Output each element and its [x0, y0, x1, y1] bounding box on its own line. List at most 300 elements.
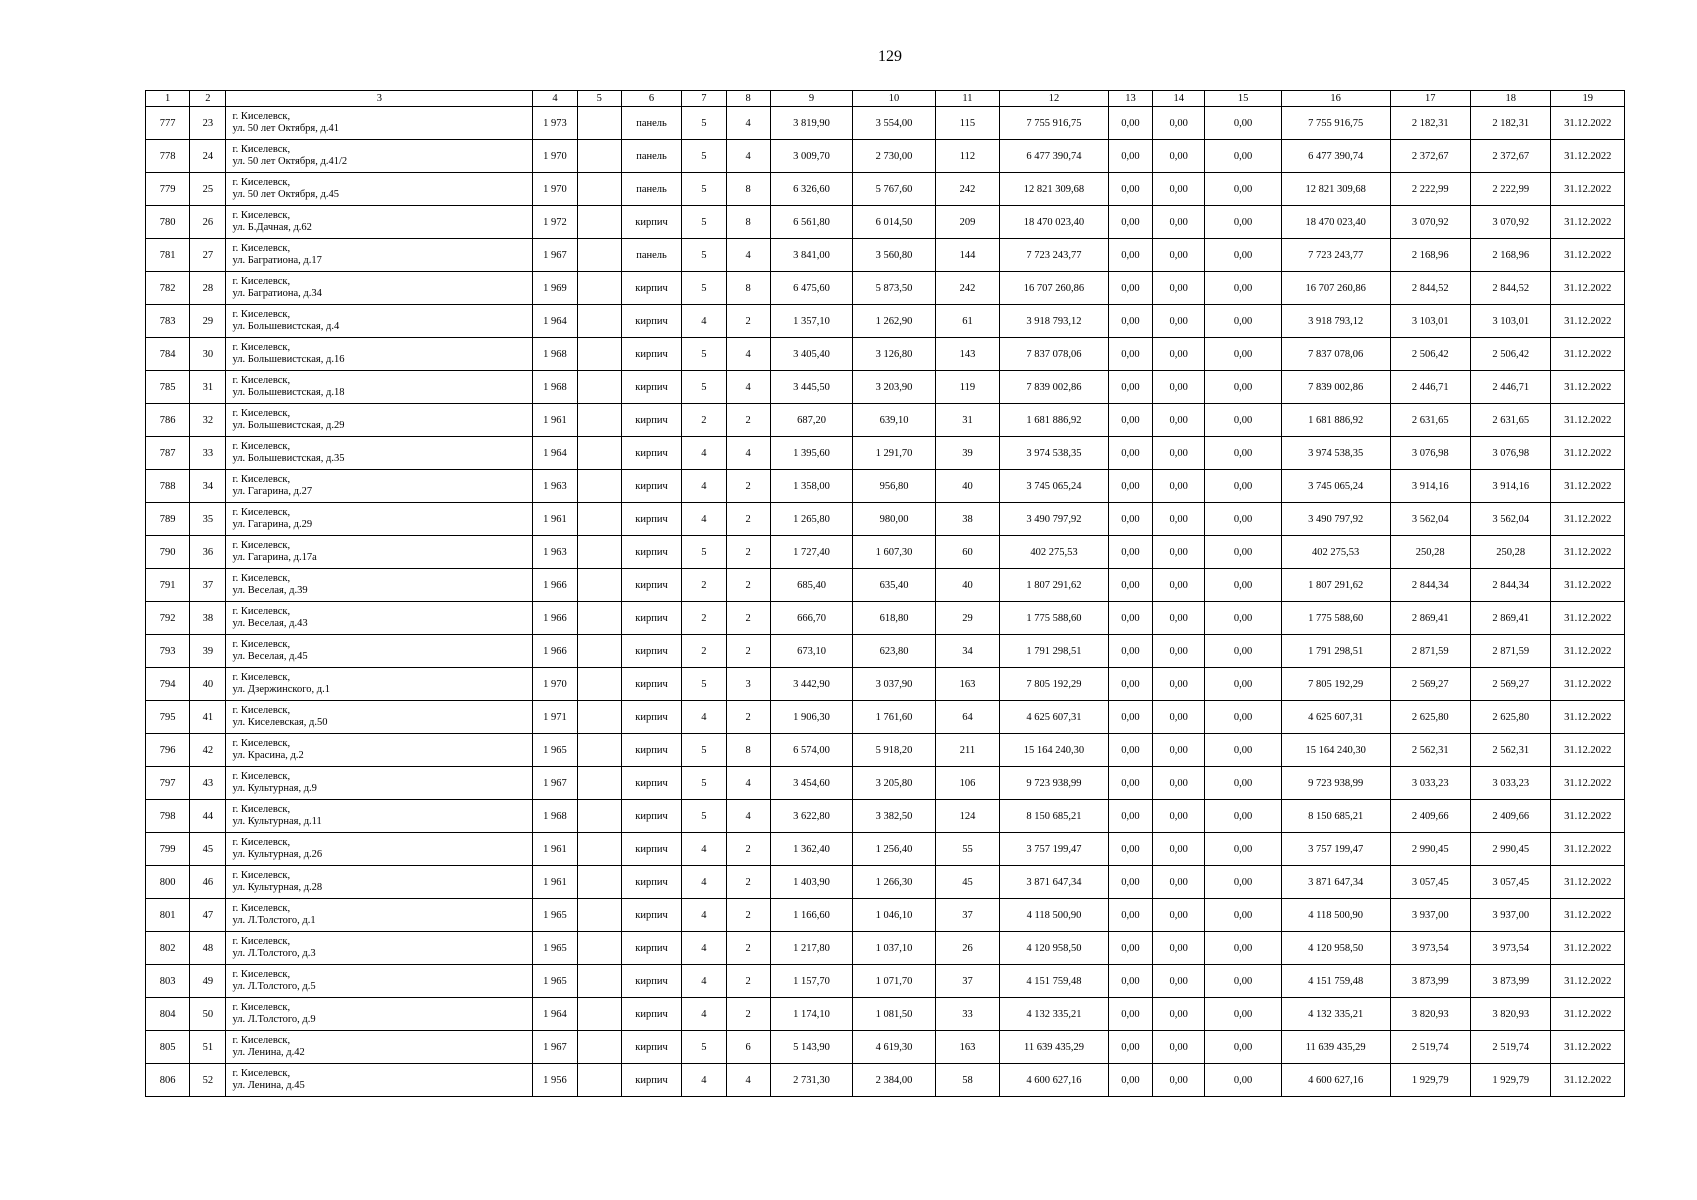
floors: 5: [682, 734, 726, 767]
table-row: [146, 998, 1625, 1031]
residents: 124: [935, 800, 999, 833]
table-row: [146, 734, 1625, 767]
entrances: 2: [726, 404, 770, 437]
col-5: [577, 107, 621, 140]
col-14: 0,00: [1153, 635, 1205, 668]
sub-number: 31: [190, 371, 226, 404]
cost-per-sqm: 2 625,80: [1390, 701, 1470, 734]
address-city: г. Киселевск,: [232, 903, 291, 914]
col-14: 0,00: [1153, 833, 1205, 866]
address-cell: [226, 305, 533, 338]
col-15: 0,00: [1205, 107, 1281, 140]
fund-amount: 3 490 797,92: [1281, 503, 1390, 536]
address-cell: [226, 503, 533, 536]
total-cost: 15 164 240,30: [1000, 734, 1109, 767]
col-13: 0,00: [1108, 206, 1152, 239]
row-number: 803: [146, 965, 190, 998]
entrances: 4: [726, 800, 770, 833]
total-area: 1 727,40: [770, 536, 853, 569]
col-13: 0,00: [1108, 1031, 1152, 1064]
cost-per-sqm: 2 869,41: [1390, 602, 1470, 635]
limit-per-sqm: 2 446,71: [1470, 371, 1550, 404]
wall-material: кирпич: [621, 701, 681, 734]
floors: 5: [682, 206, 726, 239]
total-cost: 11 639 435,29: [1000, 1031, 1109, 1064]
address-city: г. Киселевск,: [232, 540, 291, 551]
col-14: 0,00: [1153, 305, 1205, 338]
cost-per-sqm: 250,28: [1390, 536, 1470, 569]
address-street: ул. Л.Толстого, д.5: [232, 981, 316, 992]
row-number: 784: [146, 338, 190, 371]
address-city: г. Киселевск,: [232, 639, 291, 650]
floors: 4: [682, 305, 726, 338]
total-area: 6 561,80: [770, 206, 853, 239]
entrances: 8: [726, 173, 770, 206]
living-area: 4 619,30: [853, 1031, 936, 1064]
address-city: г. Киселевск,: [232, 1068, 291, 1079]
living-area: 980,00: [853, 503, 936, 536]
row-number: 777: [146, 107, 190, 140]
completion-date: 31.12.2022: [1551, 404, 1625, 437]
table-row: [146, 899, 1625, 932]
cost-per-sqm: 2 506,42: [1390, 338, 1470, 371]
page-number: 129: [878, 48, 902, 65]
fund-amount: 7 723 243,77: [1281, 239, 1390, 272]
address-street: ул. Багратиона, д.34: [232, 288, 322, 299]
entrances: 4: [726, 338, 770, 371]
table-row: [146, 602, 1625, 635]
column-header-11: 11: [935, 91, 999, 107]
residents: 38: [935, 503, 999, 536]
year-built: 1 964: [533, 437, 577, 470]
residents: 39: [935, 437, 999, 470]
address-city: г. Киселевск,: [232, 375, 291, 386]
total-cost: 3 490 797,92: [1000, 503, 1109, 536]
col-14: 0,00: [1153, 569, 1205, 602]
col-15: 0,00: [1205, 767, 1281, 800]
entrances: 2: [726, 503, 770, 536]
cost-per-sqm: 2 844,52: [1390, 272, 1470, 305]
sub-number: 39: [190, 635, 226, 668]
cost-per-sqm: 3 076,98: [1390, 437, 1470, 470]
col-15: 0,00: [1205, 701, 1281, 734]
column-header-6: 6: [621, 91, 681, 107]
fund-amount: 16 707 260,86: [1281, 272, 1390, 305]
sub-number: 52: [190, 1064, 226, 1097]
column-header-14: 14: [1153, 91, 1205, 107]
fund-amount: 3 745 065,24: [1281, 470, 1390, 503]
total-cost: 4 132 335,21: [1000, 998, 1109, 1031]
table-row: [146, 965, 1625, 998]
col-14: 0,00: [1153, 239, 1205, 272]
fund-amount: 3 757 199,47: [1281, 833, 1390, 866]
year-built: 1 968: [533, 338, 577, 371]
address-street: ул. Л.Толстого, д.9: [232, 1014, 316, 1025]
column-header-16: 16: [1281, 91, 1390, 107]
residents: 242: [935, 272, 999, 305]
table-row: [146, 470, 1625, 503]
total-cost: 3 757 199,47: [1000, 833, 1109, 866]
wall-material: кирпич: [621, 1031, 681, 1064]
cost-per-sqm: 3 070,92: [1390, 206, 1470, 239]
limit-per-sqm: 3 103,01: [1470, 305, 1550, 338]
total-area: 1 174,10: [770, 998, 853, 1031]
completion-date: 31.12.2022: [1551, 668, 1625, 701]
completion-date: 31.12.2022: [1551, 833, 1625, 866]
wall-material: кирпич: [621, 536, 681, 569]
living-area: 5 767,60: [853, 173, 936, 206]
cost-per-sqm: 2 569,27: [1390, 668, 1470, 701]
address-street: ул. 50 лет Октября, д.41/2: [232, 156, 348, 167]
column-header-1: 1: [146, 91, 190, 107]
col-14: 0,00: [1153, 503, 1205, 536]
col-5: [577, 371, 621, 404]
table-row: [146, 437, 1625, 470]
cost-per-sqm: 2 446,71: [1390, 371, 1470, 404]
address-city: г. Киселевск,: [232, 969, 291, 980]
address-city: г. Киселевск,: [232, 804, 291, 815]
limit-per-sqm: 3 973,54: [1470, 932, 1550, 965]
cost-per-sqm: 3 937,00: [1390, 899, 1470, 932]
col-13: 0,00: [1108, 371, 1152, 404]
living-area: 1 037,10: [853, 932, 936, 965]
col-13: 0,00: [1108, 173, 1152, 206]
sub-number: 34: [190, 470, 226, 503]
living-area: 956,80: [853, 470, 936, 503]
address-street: ул. Б.Дачная, д.62: [232, 222, 312, 233]
entrances: 2: [726, 965, 770, 998]
entrances: 2: [726, 998, 770, 1031]
col-13: 0,00: [1108, 701, 1152, 734]
sub-number: 33: [190, 437, 226, 470]
sub-number: 44: [190, 800, 226, 833]
col-13: 0,00: [1108, 800, 1152, 833]
wall-material: кирпич: [621, 998, 681, 1031]
col-13: 0,00: [1108, 569, 1152, 602]
address-city: г. Киселевск,: [232, 441, 291, 452]
year-built: 1 970: [533, 140, 577, 173]
col-5: [577, 206, 621, 239]
year-built: 1 963: [533, 470, 577, 503]
fund-amount: 1 775 588,60: [1281, 602, 1390, 635]
col-13: 0,00: [1108, 833, 1152, 866]
completion-date: 31.12.2022: [1551, 338, 1625, 371]
total-cost: 4 151 759,48: [1000, 965, 1109, 998]
fund-amount: 1 791 298,51: [1281, 635, 1390, 668]
column-header-10: 10: [853, 91, 936, 107]
col-14: 0,00: [1153, 404, 1205, 437]
address-street: ул. Большевистская, д.29: [232, 420, 345, 431]
year-built: 1 966: [533, 635, 577, 668]
entrances: 4: [726, 767, 770, 800]
sub-number: 40: [190, 668, 226, 701]
row-number: 802: [146, 932, 190, 965]
total-area: 3 622,80: [770, 800, 853, 833]
completion-date: 31.12.2022: [1551, 140, 1625, 173]
entrances: 2: [726, 602, 770, 635]
address-street: ул. Большевистская, д.35: [232, 453, 345, 464]
floors: 4: [682, 503, 726, 536]
limit-per-sqm: 3 076,98: [1470, 437, 1550, 470]
completion-date: 31.12.2022: [1551, 272, 1625, 305]
residents: 40: [935, 470, 999, 503]
cost-per-sqm: 2 409,66: [1390, 800, 1470, 833]
completion-date: 31.12.2022: [1551, 1064, 1625, 1097]
sub-number: 47: [190, 899, 226, 932]
total-cost: 3 871 647,34: [1000, 866, 1109, 899]
address-cell: [226, 602, 533, 635]
year-built: 1 965: [533, 965, 577, 998]
total-area: 1 166,60: [770, 899, 853, 932]
year-built: 1 971: [533, 701, 577, 734]
fund-amount: 8 150 685,21: [1281, 800, 1390, 833]
col-5: [577, 173, 621, 206]
residents: 163: [935, 1031, 999, 1064]
residents: 55: [935, 833, 999, 866]
col-13: 0,00: [1108, 305, 1152, 338]
total-cost: 1 791 298,51: [1000, 635, 1109, 668]
floors: 5: [682, 767, 726, 800]
column-header-18: 18: [1470, 91, 1550, 107]
table-row: [146, 305, 1625, 338]
row-number: 805: [146, 1031, 190, 1064]
col-15: 0,00: [1205, 1064, 1281, 1097]
fund-amount: 11 639 435,29: [1281, 1031, 1390, 1064]
living-area: 635,40: [853, 569, 936, 602]
year-built: 1 961: [533, 833, 577, 866]
col-5: [577, 833, 621, 866]
table-row: [146, 239, 1625, 272]
floors: 4: [682, 701, 726, 734]
wall-material: кирпич: [621, 602, 681, 635]
fund-amount: 7 755 916,75: [1281, 107, 1390, 140]
table-row: [146, 272, 1625, 305]
limit-per-sqm: 2 182,31: [1470, 107, 1550, 140]
column-header-7: 7: [682, 91, 726, 107]
col-5: [577, 239, 621, 272]
entrances: 2: [726, 305, 770, 338]
sub-number: 49: [190, 965, 226, 998]
year-built: 1 963: [533, 536, 577, 569]
limit-per-sqm: 2 569,27: [1470, 668, 1550, 701]
year-built: 1 965: [533, 899, 577, 932]
address-street: ул. Культурная, д.28: [232, 882, 323, 893]
living-area: 1 071,70: [853, 965, 936, 998]
floors: 4: [682, 932, 726, 965]
limit-per-sqm: 2 625,80: [1470, 701, 1550, 734]
cost-per-sqm: 2 844,34: [1390, 569, 1470, 602]
row-number: 781: [146, 239, 190, 272]
limit-per-sqm: 3 937,00: [1470, 899, 1550, 932]
entrances: 8: [726, 734, 770, 767]
wall-material: кирпич: [621, 206, 681, 239]
total-area: 6 475,60: [770, 272, 853, 305]
table-row: [146, 206, 1625, 239]
living-area: 1 046,10: [853, 899, 936, 932]
floors: 2: [682, 602, 726, 635]
col-13: 0,00: [1108, 998, 1152, 1031]
row-number: 783: [146, 305, 190, 338]
floors: 5: [682, 371, 726, 404]
residents: 29: [935, 602, 999, 635]
col-5: [577, 1031, 621, 1064]
col-13: 0,00: [1108, 437, 1152, 470]
address-cell: [226, 932, 533, 965]
sub-number: 26: [190, 206, 226, 239]
year-built: 1 970: [533, 668, 577, 701]
completion-date: 31.12.2022: [1551, 932, 1625, 965]
address-cell: [226, 1031, 533, 1064]
total-cost: 12 821 309,68: [1000, 173, 1109, 206]
col-14: 0,00: [1153, 272, 1205, 305]
limit-per-sqm: 2 990,45: [1470, 833, 1550, 866]
fund-amount: 1 681 886,92: [1281, 404, 1390, 437]
wall-material: панель: [621, 239, 681, 272]
completion-date: 31.12.2022: [1551, 767, 1625, 800]
total-cost: 7 805 192,29: [1000, 668, 1109, 701]
col-14: 0,00: [1153, 701, 1205, 734]
total-area: 685,40: [770, 569, 853, 602]
residents: 37: [935, 899, 999, 932]
address-street: ул. Культурная, д.26: [232, 849, 323, 860]
col-15: 0,00: [1205, 635, 1281, 668]
col-14: 0,00: [1153, 1064, 1205, 1097]
wall-material: кирпич: [621, 338, 681, 371]
col-13: 0,00: [1108, 965, 1152, 998]
row-number: 794: [146, 668, 190, 701]
limit-per-sqm: 2 506,42: [1470, 338, 1550, 371]
wall-material: кирпич: [621, 932, 681, 965]
limit-per-sqm: 2 869,41: [1470, 602, 1550, 635]
total-cost: 4 120 958,50: [1000, 932, 1109, 965]
column-number-row: [146, 91, 1625, 107]
living-area: 1 761,60: [853, 701, 936, 734]
completion-date: 31.12.2022: [1551, 1031, 1625, 1064]
sub-number: 37: [190, 569, 226, 602]
living-area: 1 291,70: [853, 437, 936, 470]
sub-number: 29: [190, 305, 226, 338]
total-area: 6 574,00: [770, 734, 853, 767]
table-row: [146, 833, 1625, 866]
col-15: 0,00: [1205, 239, 1281, 272]
col-14: 0,00: [1153, 107, 1205, 140]
row-number: 790: [146, 536, 190, 569]
limit-per-sqm: 3 820,93: [1470, 998, 1550, 1031]
cost-per-sqm: 2 182,31: [1390, 107, 1470, 140]
total-cost: 3 974 538,35: [1000, 437, 1109, 470]
limit-per-sqm: 2 871,59: [1470, 635, 1550, 668]
col-13: 0,00: [1108, 470, 1152, 503]
row-number: 795: [146, 701, 190, 734]
residents: 143: [935, 338, 999, 371]
col-5: [577, 635, 621, 668]
completion-date: 31.12.2022: [1551, 635, 1625, 668]
residents: 60: [935, 536, 999, 569]
total-area: 1 403,90: [770, 866, 853, 899]
sub-number: 41: [190, 701, 226, 734]
fund-amount: 6 477 390,74: [1281, 140, 1390, 173]
address-city: г. Киселевск,: [232, 936, 291, 947]
address-cell: [226, 998, 533, 1031]
year-built: 1 967: [533, 767, 577, 800]
col-5: [577, 569, 621, 602]
fund-amount: 4 118 500,90: [1281, 899, 1390, 932]
limit-per-sqm: 3 562,04: [1470, 503, 1550, 536]
fund-amount: 7 837 078,06: [1281, 338, 1390, 371]
col-5: [577, 470, 621, 503]
year-built: 1 965: [533, 734, 577, 767]
col-15: 0,00: [1205, 173, 1281, 206]
total-area: 687,20: [770, 404, 853, 437]
row-number: 779: [146, 173, 190, 206]
address-cell: [226, 437, 533, 470]
completion-date: 31.12.2022: [1551, 470, 1625, 503]
address-cell: [226, 404, 533, 437]
year-built: 1 973: [533, 107, 577, 140]
cost-per-sqm: 3 873,99: [1390, 965, 1470, 998]
cost-per-sqm: 2 372,67: [1390, 140, 1470, 173]
completion-date: 31.12.2022: [1551, 173, 1625, 206]
sub-number: 46: [190, 866, 226, 899]
address-city: г. Киселевск,: [232, 342, 291, 353]
residents: 31: [935, 404, 999, 437]
column-header-15: 15: [1205, 91, 1281, 107]
col-5: [577, 338, 621, 371]
living-area: 5 918,20: [853, 734, 936, 767]
cost-per-sqm: 2 990,45: [1390, 833, 1470, 866]
total-cost: 4 118 500,90: [1000, 899, 1109, 932]
limit-per-sqm: 1 929,79: [1470, 1064, 1550, 1097]
total-area: 3 454,60: [770, 767, 853, 800]
living-area: 1 266,30: [853, 866, 936, 899]
col-15: 0,00: [1205, 602, 1281, 635]
address-cell: [226, 272, 533, 305]
total-cost: 8 150 685,21: [1000, 800, 1109, 833]
wall-material: кирпич: [621, 470, 681, 503]
col-5: [577, 503, 621, 536]
total-cost: 3 745 065,24: [1000, 470, 1109, 503]
entrances: 2: [726, 569, 770, 602]
col-15: 0,00: [1205, 800, 1281, 833]
living-area: 3 037,90: [853, 668, 936, 701]
total-cost: 4 600 627,16: [1000, 1064, 1109, 1097]
cost-per-sqm: 3 820,93: [1390, 998, 1470, 1031]
cost-per-sqm: 2 562,31: [1390, 734, 1470, 767]
wall-material: панель: [621, 107, 681, 140]
col-13: 0,00: [1108, 1064, 1152, 1097]
row-number: 797: [146, 767, 190, 800]
total-area: 1 906,30: [770, 701, 853, 734]
living-area: 1 607,30: [853, 536, 936, 569]
address-street: ул. Ленина, д.45: [232, 1080, 305, 1091]
address-cell: [226, 635, 533, 668]
address-city: г. Киселевск,: [232, 111, 291, 122]
floors: 5: [682, 800, 726, 833]
address-street: ул. Л.Толстого, д.3: [232, 948, 316, 959]
col-15: 0,00: [1205, 338, 1281, 371]
year-built: 1 966: [533, 602, 577, 635]
sub-number: 45: [190, 833, 226, 866]
floors: 5: [682, 536, 726, 569]
entrances: 4: [726, 107, 770, 140]
completion-date: 31.12.2022: [1551, 536, 1625, 569]
living-area: 3 203,90: [853, 371, 936, 404]
wall-material: кирпич: [621, 635, 681, 668]
sub-number: 38: [190, 602, 226, 635]
address-city: г. Киселевск,: [232, 672, 291, 683]
address-cell: [226, 965, 533, 998]
limit-per-sqm: 3 914,16: [1470, 470, 1550, 503]
